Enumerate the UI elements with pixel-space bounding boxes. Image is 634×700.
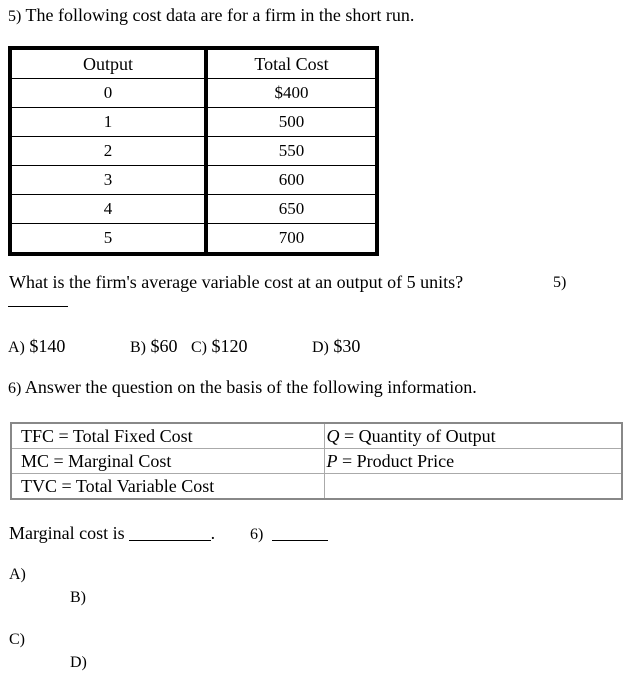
header-total-cost: Total Cost	[206, 48, 377, 79]
question-5-title	[8, 5, 414, 26]
output-cell: 2	[10, 137, 206, 166]
output-cell: 5	[10, 224, 206, 255]
option-c[interactable]: C)	[9, 631, 25, 648]
question-5-prompt: What is the firm's average variable cost at an output of 5 units?	[9, 272, 464, 292]
question-5-answer-blank[interactable]	[8, 306, 68, 307]
answer-d-label: D)	[312, 339, 329, 356]
output-cell: 3	[10, 166, 206, 195]
answer-b-label: B)	[130, 339, 146, 356]
definition-q	[324, 423, 622, 449]
table-header-row	[10, 48, 377, 79]
output-cell: 0	[10, 79, 206, 108]
question-6-mark: 6)	[250, 526, 264, 543]
output-cell: 4	[10, 195, 206, 224]
definition-mc: MC = Marginal Cost	[11, 449, 324, 474]
question-6-prompt	[9, 523, 215, 544]
definition-q-text: = Quantity of Output	[339, 425, 496, 446]
total-cost-cell: 600	[206, 166, 377, 195]
answer-d-value: $30	[333, 336, 361, 356]
answer-option-b[interactable]	[130, 336, 178, 357]
definition-tfc: TFC = Total Fixed Cost	[11, 423, 324, 449]
empty-cell	[324, 474, 622, 500]
total-cost-cell: 700	[206, 224, 377, 255]
answer-a-label: A)	[8, 339, 25, 356]
total-cost-cell: 650	[206, 195, 377, 224]
question-5-mark: 5)	[553, 274, 567, 291]
option-b[interactable]: B)	[70, 589, 86, 606]
definition-p-text: = Product Price	[337, 450, 455, 471]
question-6-text: Answer the question on the basis of the following information.	[24, 377, 477, 397]
definitions-table	[10, 422, 623, 500]
table-row	[11, 474, 622, 500]
total-cost-cell: $400	[206, 79, 377, 108]
option-a[interactable]: A)	[9, 566, 26, 583]
header-output: Output	[10, 48, 206, 79]
question-6-prefix: Marginal cost is	[9, 523, 125, 543]
total-cost-cell: 550	[206, 137, 377, 166]
answer-option-a[interactable]	[8, 336, 65, 357]
question-5-text: The following cost data are for a firm in the short run.	[25, 5, 415, 25]
definition-tvc: TVC = Total Variable Cost	[11, 474, 324, 500]
question-5-number: 5)	[8, 8, 22, 25]
option-d[interactable]: D)	[70, 654, 87, 671]
table-row	[11, 423, 622, 449]
symbol-p: P	[326, 450, 338, 471]
marginal-cost-blank[interactable]	[129, 524, 211, 541]
answer-option-c[interactable]	[191, 336, 248, 357]
answer-option-d[interactable]	[312, 336, 360, 357]
table-row	[10, 108, 377, 137]
table-row	[10, 79, 377, 108]
output-cell: 1	[10, 108, 206, 137]
question-6-title	[8, 377, 477, 398]
symbol-q: Q	[326, 425, 340, 446]
answer-c-value: $120	[211, 336, 248, 356]
total-cost-cell: 500	[206, 108, 377, 137]
question-6-number: 6)	[8, 380, 22, 397]
answer-a-value: $140	[29, 336, 66, 356]
cost-data-table	[8, 46, 379, 256]
table-row	[10, 137, 377, 166]
answer-b-value: $60	[150, 336, 178, 356]
question-6-suffix: .	[210, 523, 216, 543]
answer-c-label: C)	[191, 339, 207, 356]
definition-p	[324, 449, 622, 474]
table-row	[10, 166, 377, 195]
table-row	[11, 449, 622, 474]
table-row	[10, 224, 377, 255]
question-6-answer-blank[interactable]	[272, 540, 328, 541]
table-row	[10, 195, 377, 224]
